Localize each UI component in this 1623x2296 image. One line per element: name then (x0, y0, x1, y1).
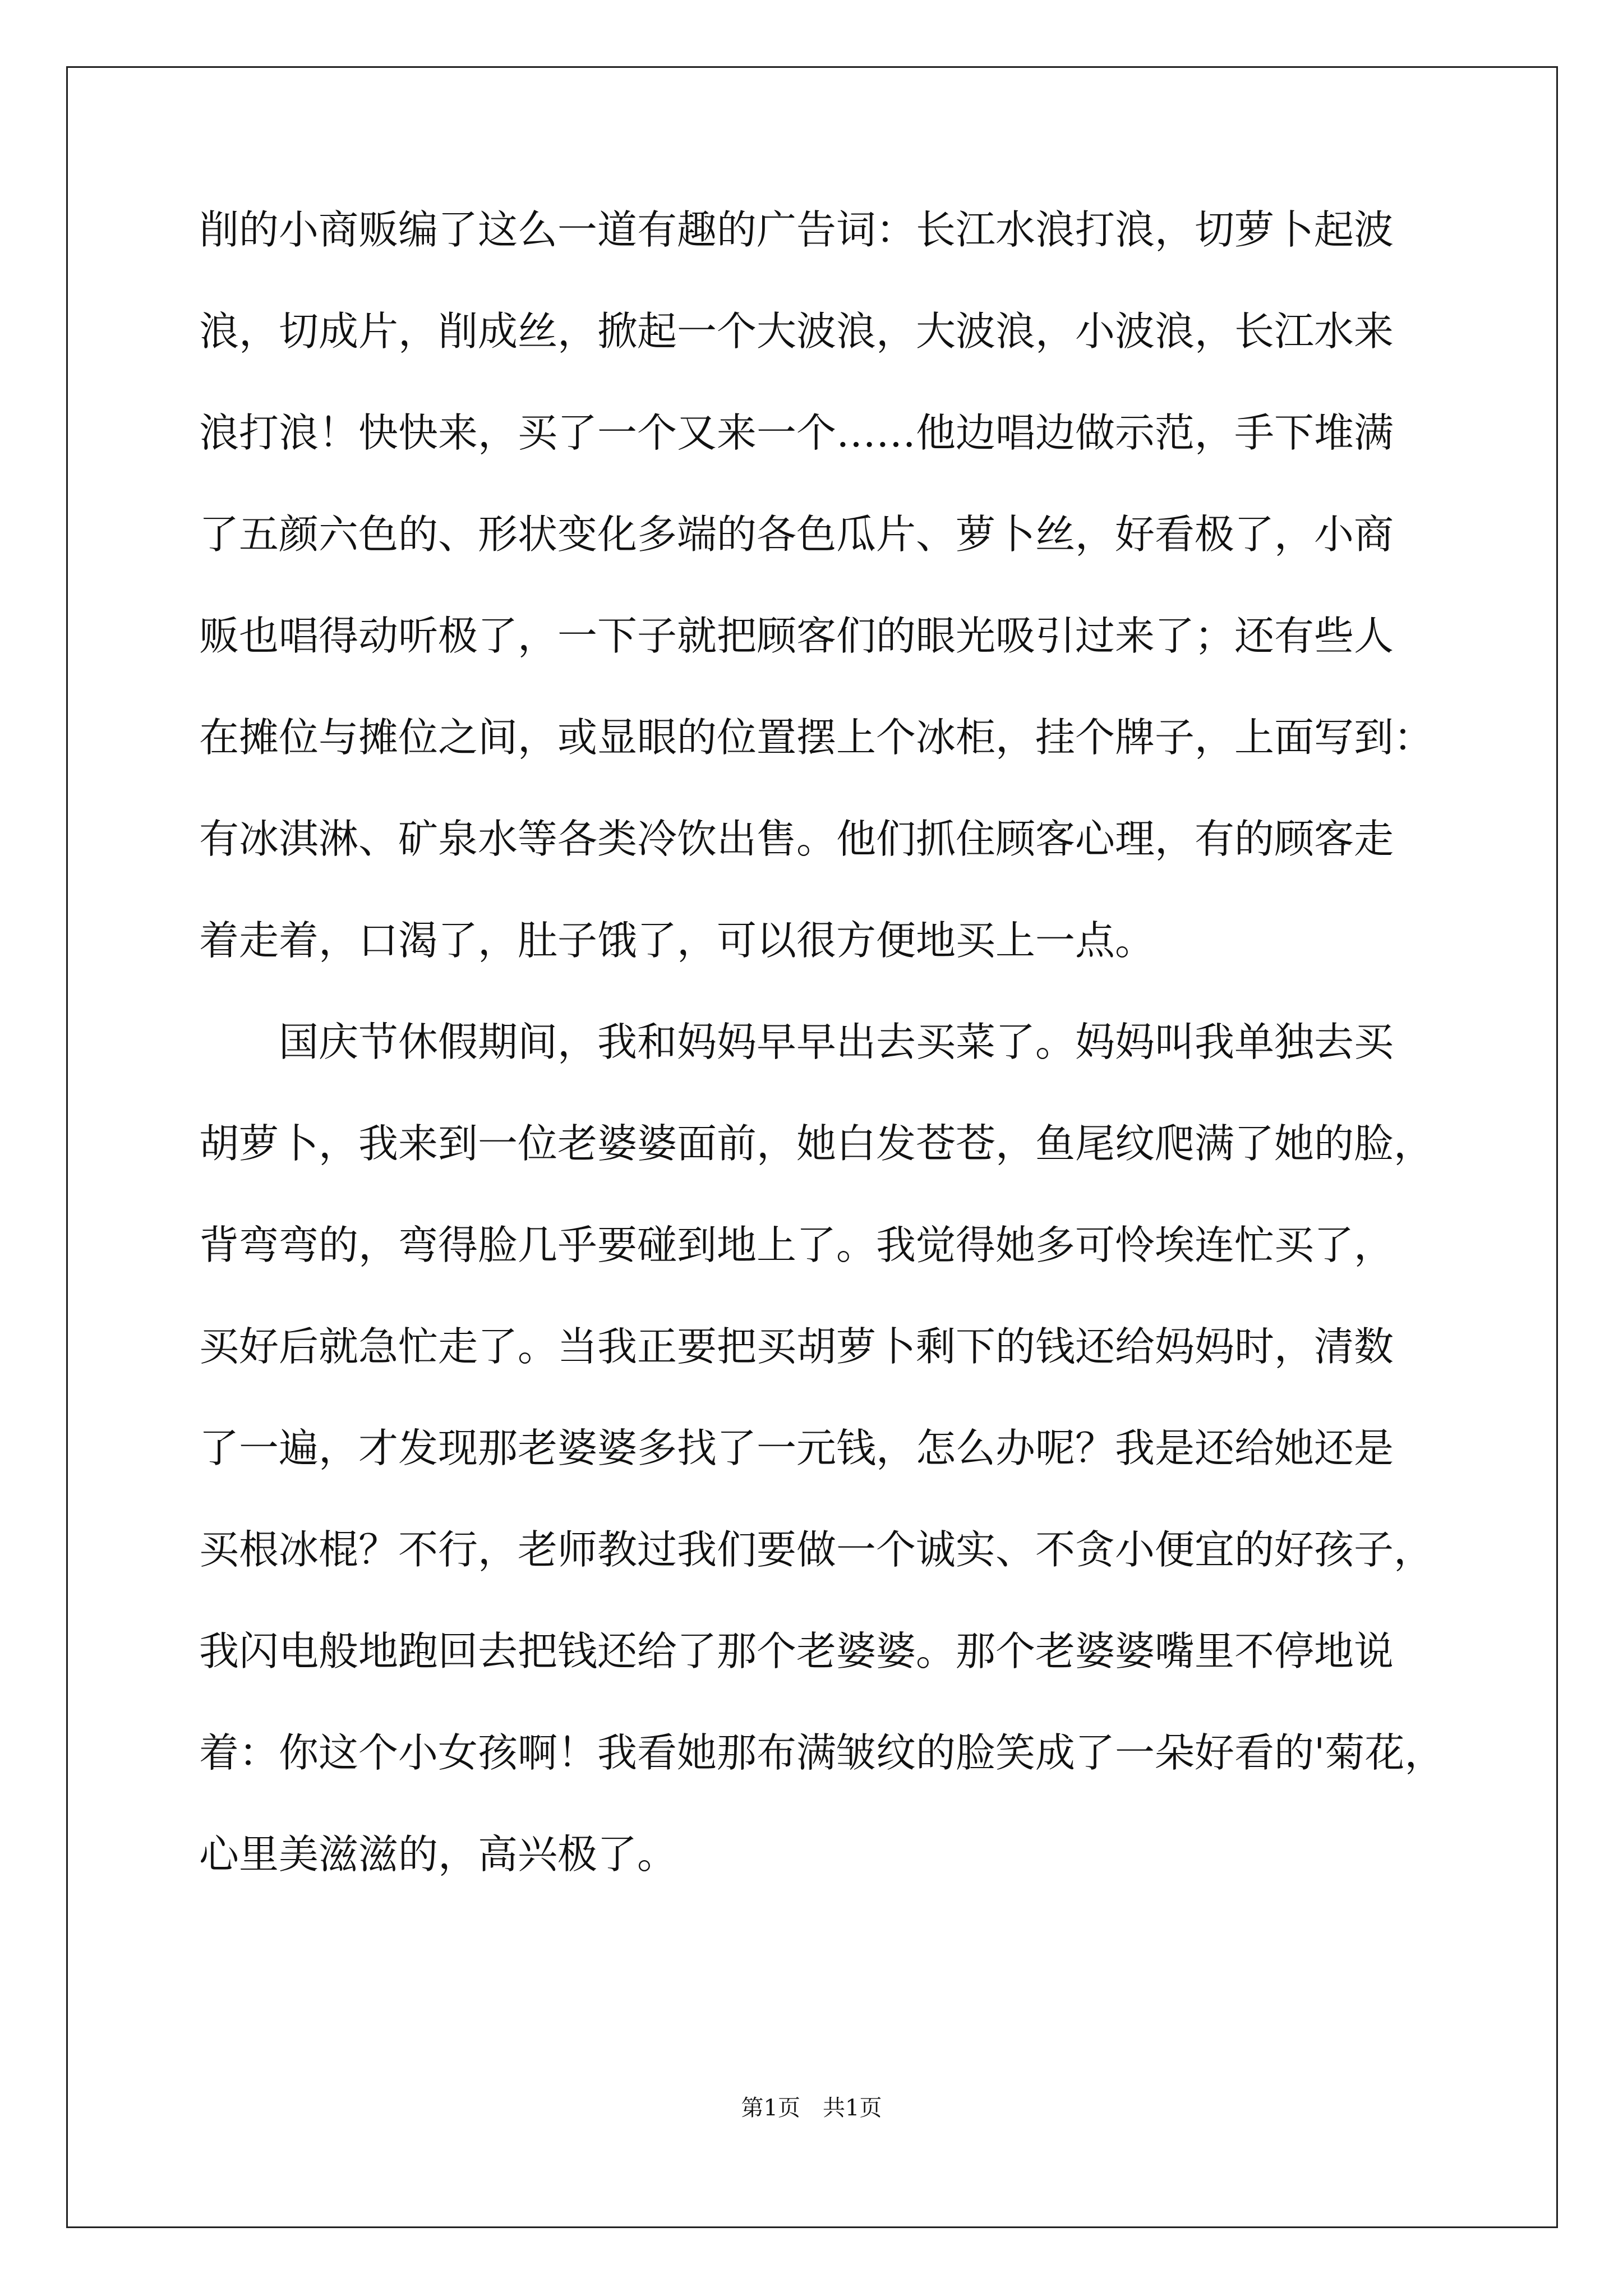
text-line: 心里美滋滋的，高兴极了。 (199, 1831, 677, 1878)
text-line: 浪打浪！快快来，买了一个又来一个……他边唱边做示范，手下堆满 (199, 409, 1394, 456)
text-line: 有冰淇淋、矿泉水等各类冷饮出售。他们抓住顾客心理，有的顾客走 (199, 816, 1394, 862)
text-line: 了一遍，才发现那老婆婆多找了一元钱，怎么办呢？我是还给她还是 (199, 1425, 1394, 1471)
paragraph-first-line: 国庆节休假期间，我和妈妈早早出去买菜了。妈妈叫我单独去买 (279, 1019, 1394, 1065)
text-line: 着走着，口渴了，肚子饿了，可以很方便地买上一点。 (199, 917, 1155, 964)
text-line: 背弯弯的，弯得脸几乎要碰到地上了。我觉得她多可怜埃连忙买了， (199, 1222, 1394, 1268)
text-line: 买根冰棍？不行，老师教过我们要做一个诚实、不贪小便宜的好孩子， (199, 1526, 1434, 1573)
page-footer: 第1页 共1页 (741, 2095, 882, 2121)
text-line: 着：你这个小女孩啊！我看她那布满皱纹的脸笑成了一朵好看的'菊花， (199, 1729, 1445, 1776)
text-line: 胡萝卜，我来到一位老婆婆面前，她白发苍苍，鱼尾纹爬满了她的脸， (199, 1120, 1434, 1167)
text-line: 贩也唱得动听极了，一下子就把顾客们的眼光吸引过来了；还有些人 (199, 613, 1394, 659)
text-line: 在摊位与摊位之间，或显眼的位置摆上个冰柜，挂个牌子，上面写到： (199, 714, 1434, 761)
text-line: 买好后就急忙走了。当我正要把买胡萝卜剩下的钱还给妈妈时，清数 (199, 1323, 1394, 1370)
text-line: 我闪电般地跑回去把钱还给了那个老婆婆。那个老婆婆嘴里不停地说 (199, 1628, 1394, 1674)
text-line: 浪，切成片，削成丝，掀起一个大波浪，大波浪，小波浪，长江水来 (199, 308, 1394, 355)
text-line: 了五颜六色的、形状变化多端的各色瓜片、萝卜丝，好看极了，小商 (199, 511, 1394, 558)
text-line: 削的小商贩编了这么一道有趣的广告词：长江水浪打浪，切萝卜起波 (199, 206, 1394, 253)
